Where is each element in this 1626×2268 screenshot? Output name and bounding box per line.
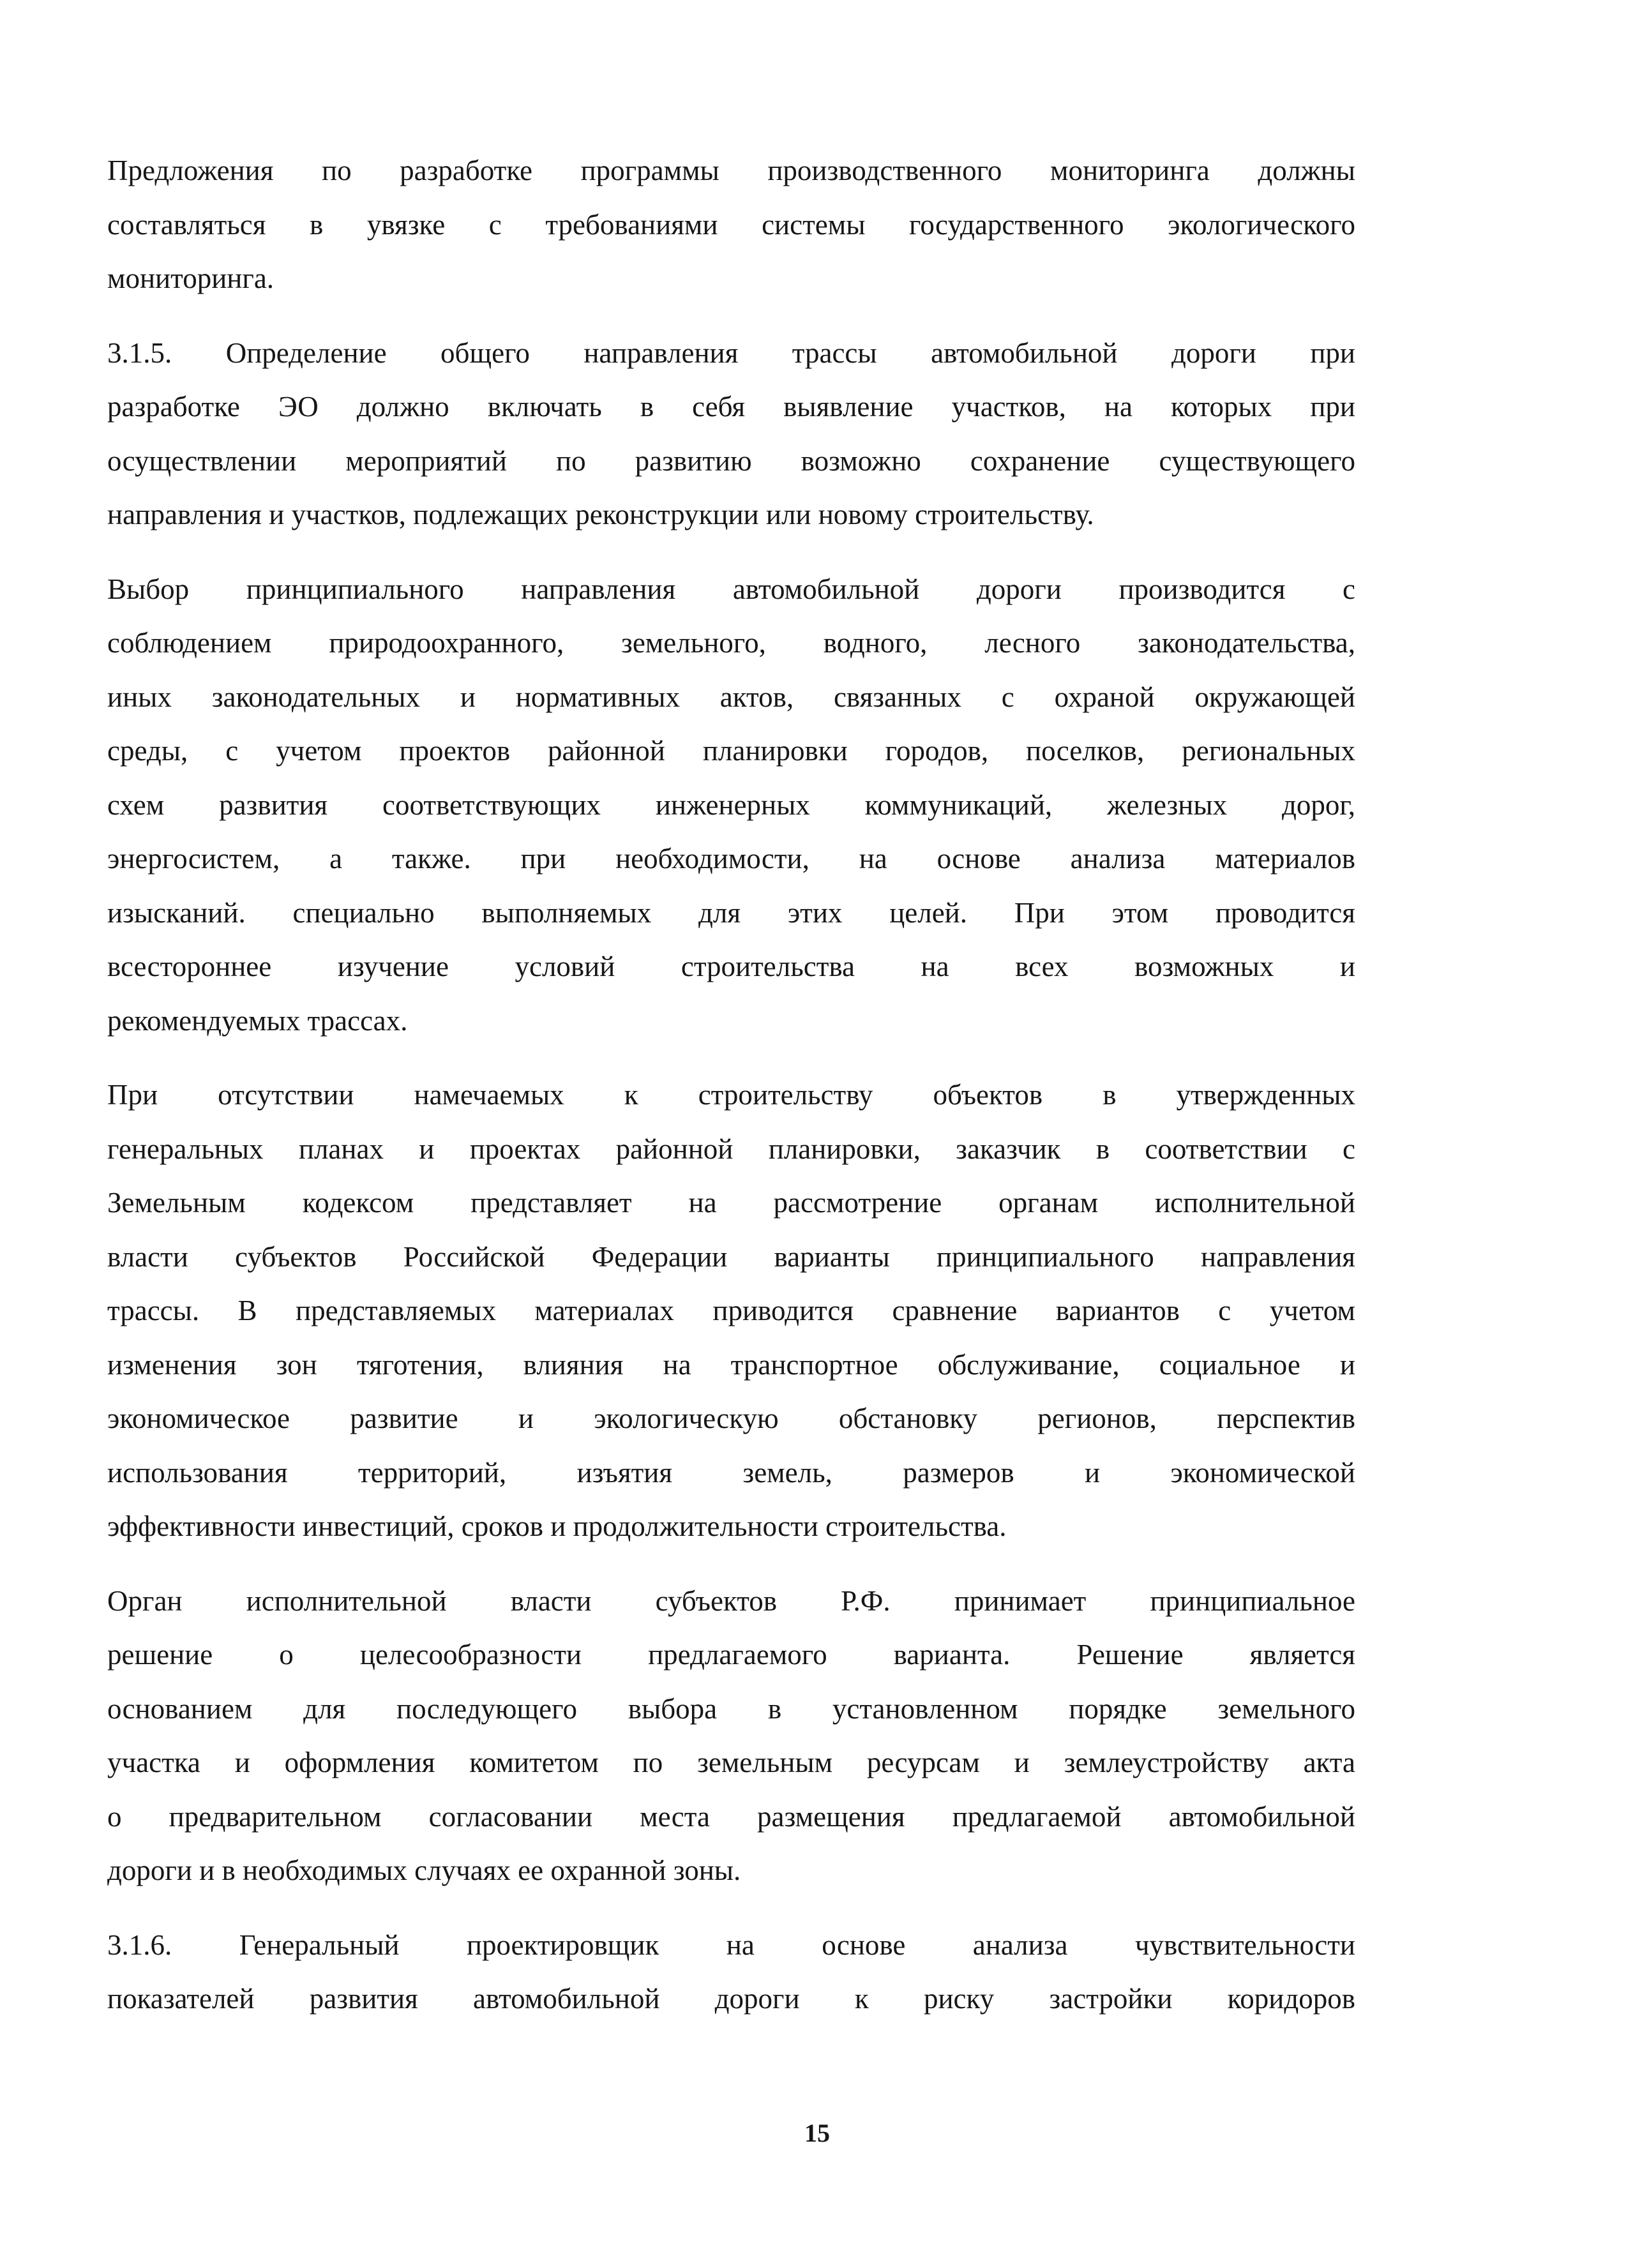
text-line: иных законодательных и нормативных актов, связанных с охраной окружающей <box>107 680 1355 713</box>
text-line: показателей развития автомобильной дороги к риску застройки коридоров <box>107 1983 1355 2015</box>
paragraph-absence-of-objects <box>107 1068 1355 1554</box>
text-line: среды, с учетом проектов районной планировки городов, поселков, региональных <box>107 735 1355 767</box>
text-line: соблюдением природоохранного, земельного, водного, лесного законодательства, <box>107 627 1355 659</box>
text-line: дороги и в необходимых случаях ее охранной зоны. <box>107 1854 741 1886</box>
text-line: Предложения по разработке программы производственного мониторинга должны <box>107 154 1355 186</box>
text-line: участка и оформления комитетом по земельным ресурсам и землеустройству акта <box>107 1746 1355 1778</box>
text-line: При отсутствии намечаемых к строительству объектов в утвержденных <box>107 1079 1355 1111</box>
text-line: энергосистем, а также. при необходимости, на основе анализа материалов <box>107 843 1355 875</box>
text-line: трассы. В представляемых материалах приводится сравнение вариантов с учетом <box>107 1295 1355 1326</box>
text-line: рекомендуемых трассах. <box>107 1004 408 1037</box>
text-line: использования территорий, изъятия земель, размеров и экономической <box>107 1456 1355 1489</box>
paragraph-3-1-6 <box>107 1918 1355 2026</box>
paragraph-3-1-5 <box>107 326 1355 542</box>
text-line: осуществлении мероприятий по развитию возможно сохранение существующего <box>107 444 1355 477</box>
text-line: решение о целесообразности предлагаемого варианта. Решение является <box>107 1639 1355 1671</box>
paragraph-monitoring-proposals <box>107 144 1355 306</box>
text-line: основанием для последующего выбора в установленном порядке земельного <box>107 1692 1355 1725</box>
text-line: Выбор принципиального направления автомобильной дороги производится с <box>107 573 1355 605</box>
document-body <box>107 144 1355 2046</box>
text-line: изменения зон тяготения, влияния на транспортное обслуживание, социальное и <box>107 1348 1355 1381</box>
text-line: 3.1.6. Генеральный проектировщик на основе анализа чувствительности <box>107 1928 1355 1961</box>
text-line: 3.1.5. Определение общего направления трассы автомобильной дороги при <box>107 336 1355 369</box>
text-line: изысканий. специально выполняемых для этих целей. При этом проводится <box>107 896 1355 929</box>
text-line: экономическое развитие и экологическую обстановку регионов, перспектив <box>107 1402 1355 1434</box>
text-line: мониторинга. <box>107 262 275 294</box>
paragraph-authority-decision <box>107 1574 1355 1898</box>
text-line: разработке ЭО должно включать в себя выявление участков, на которых при <box>107 391 1355 423</box>
text-line: эффективности инвестиций, сроков и продолжительности строительства. <box>107 1510 1007 1542</box>
text-line: составляться в увязке с требованиями системы государственного экологического <box>107 208 1355 241</box>
text-line: схем развития соответствующих инженерных коммуникаций, железных дорог, <box>107 788 1355 821</box>
text-line: генеральных планах и проектах районной планировки, заказчик в соответствии с <box>107 1132 1355 1165</box>
text-line: Земельным кодексом представляет на рассмотрение органам исполнительной <box>107 1187 1355 1219</box>
text-line: направления и участков, подлежащих реконструкции или новому строительству. <box>107 499 1094 530</box>
text-line: о предварительном согласовании места размещения предлагаемой автомобильной <box>107 1800 1355 1833</box>
text-line: всестороннее изучение условий строительства на всех возможных и <box>107 950 1355 982</box>
page-number: 15 <box>804 2119 830 2147</box>
text-line: власти субъектов Российской Федерации варианты принципиального направления <box>107 1240 1355 1273</box>
text-line: Орган исполнительной власти субъектов Р.Ф. принимает принципиальное <box>107 1584 1355 1617</box>
paragraph-route-selection <box>107 562 1355 1048</box>
